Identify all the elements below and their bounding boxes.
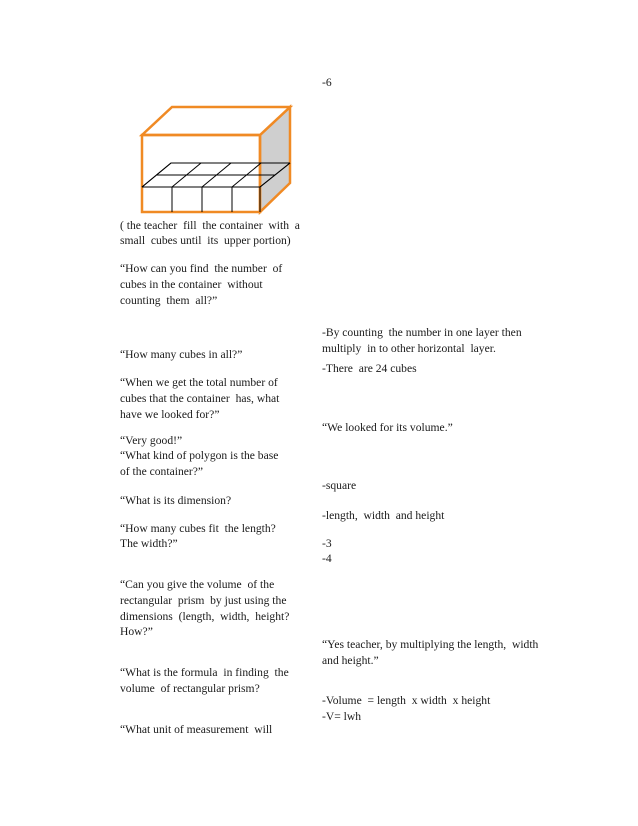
answer-counting-line1: -By counting the number in one layer then xyxy=(322,326,522,339)
answer-lwh: -V= lwh xyxy=(322,710,362,723)
teacher-note-line1: ( the teacher fill the container with a xyxy=(120,219,300,232)
question-give-line1: “Can you give the volume of the xyxy=(120,578,275,591)
question-how-many: “How many cubes in all?” xyxy=(120,348,243,361)
answer-yes-line1: “Yes teacher, by multiplying the length, width xyxy=(322,638,539,651)
question-when-line2: cubes that the container has, what xyxy=(120,392,280,405)
question-fit-line2: The width?” xyxy=(120,537,178,550)
question-dimension: “What is its dimension? xyxy=(120,494,232,507)
answer-dimensions: -length, width and height xyxy=(322,509,445,522)
question-fit-line1: “How many cubes fit the length? xyxy=(120,522,276,535)
answer-4: -4 xyxy=(322,552,332,565)
question-polygon-line1: “What kind of polygon is the base xyxy=(120,449,279,462)
answer-counting-line2: multiply in to other horizontal layer. xyxy=(322,342,496,355)
question-formula-line1: “What is the formula in finding the xyxy=(120,666,289,679)
teacher-note-line2: small cubes until its upper portion) xyxy=(120,234,291,247)
remark-very-good: “Very good!” xyxy=(120,434,183,447)
question-give-line4: How?” xyxy=(120,625,153,638)
answer-square: -square xyxy=(322,479,357,492)
answer-24-cubes: -There are 24 cubes xyxy=(322,362,417,375)
question-how-find-line1: “How can you find the number of xyxy=(120,262,283,275)
question-when-line1: “When we get the total number of xyxy=(120,376,278,389)
question-how-find-line2: cubes in the container without xyxy=(120,278,263,291)
answer-volume: “We looked for its volume.” xyxy=(322,421,453,434)
prism-front-face xyxy=(142,135,260,212)
answer-6: -6 xyxy=(322,76,332,89)
question-polygon-line2: of the container?” xyxy=(120,465,204,478)
question-formula-line2: volume of rectangular prism? xyxy=(120,682,260,695)
answer-3: -3 xyxy=(322,537,332,550)
question-when-line3: have we looked for?” xyxy=(120,408,220,421)
rectangular-prism-figure xyxy=(130,95,300,215)
answer-yes-line2: and height.” xyxy=(322,654,379,667)
question-how-find-line3: counting them all?” xyxy=(120,294,218,307)
question-give-line3: dimensions (length, width, height? xyxy=(120,610,290,623)
question-unit: “What unit of measurement will xyxy=(120,723,273,736)
question-give-line2: rectangular prism by just using the xyxy=(120,594,287,607)
answer-formula: -Volume = length x width x height xyxy=(322,694,491,707)
